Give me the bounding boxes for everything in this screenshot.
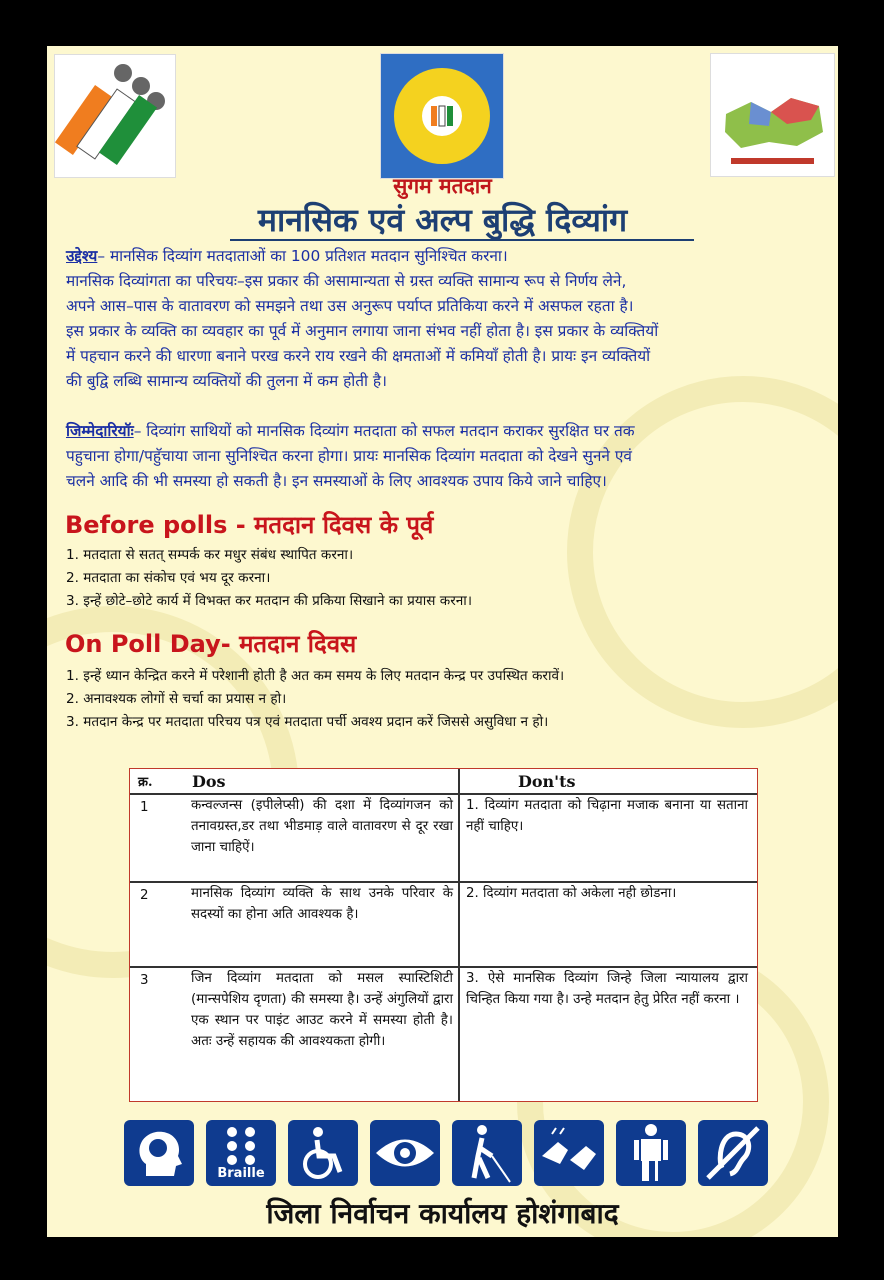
before-polls-heading bbox=[65, 508, 433, 541]
responsibility-line: पहुचाना होगा/पहुॅचाया जाना सुनिश्चित करना होगा। प्रायः मानसिक दिव्यांग मतदाता को देखने सुनने एवं bbox=[66, 447, 632, 465]
sign-language-icon bbox=[534, 1120, 604, 1186]
responsibility-text: – दिव्यांग साथियों को मानसिक दिव्यांग मतदाता को सफल मतदान कराकर सुरक्षित घर तक bbox=[133, 422, 635, 440]
table-row-donts: 1. दिव्यांग मतदाता को चिढ़ाना मजाक बनाना या सताना नहीं चाहिए। bbox=[466, 798, 748, 834]
before-polls-heading-hi: मतदान दिवस के पूर्व bbox=[254, 511, 434, 539]
table-row-dos: कन्वल्जन्स (इपीलेप्सी) की दशा में दिव्यांगजन को तनावग्रस्त,डर तथा भीडमाड़ वाले वातावरण से दूर रखा जाना चाहिऐं। bbox=[191, 798, 453, 855]
eye-icon bbox=[370, 1120, 440, 1186]
intro-line: इस प्रकार के व्यक्ति का व्यवहार का पूर्व में अनुमान लगाया जाना संभव नहीं होता है। इस प्रकार के व्यक्तियों bbox=[66, 322, 659, 340]
hearing-icon bbox=[698, 1120, 768, 1186]
table-row-donts: 2. दिव्यांग मतदाता को अकेला नही छोडना। bbox=[466, 886, 677, 901]
before-polls-list bbox=[66, 544, 472, 613]
table-header-donts: Don'ts bbox=[518, 772, 576, 791]
list-item: 3. इन्हें छोटे–छोटे कार्य में विभक्त कर मतदान की प्रकिया सिखाने का प्रयास करना। bbox=[66, 593, 472, 609]
list-item: 1. मतदाता से सतत् सम्पर्क कर मधुर संबंध स्थापित करना। bbox=[66, 547, 354, 563]
table-row-dos: जिन दिव्यांग मतदाता को मसल स्पास्टिशिटी (मान्सपेशिय दृणता) की समस्या है। उन्हें अंगुलियों द्वारा एक स्थान पर पाइंट आउट करने में समस्या होती है। अतः उन्हें सहायक की आवश्यकता होगी। bbox=[191, 971, 453, 1049]
head-icon bbox=[124, 1120, 194, 1186]
poll-day-heading-hi: मतदान दिवस bbox=[239, 630, 357, 658]
intro-line: अपने आस–पास के वातावरण को समझने तथा उस अनुरूप पर्याप्त प्रतिकिया करने में असफल रहता है। bbox=[66, 297, 634, 315]
list-item: 2. अनावश्यक लोगों से चर्चा का प्रयास न हो। bbox=[66, 691, 287, 707]
intro-line: की बुद्वि लब्धि सामान्य व्यक्तियों की तुलना में कम होती है। bbox=[66, 372, 387, 390]
title-small: सुगम मतदान bbox=[393, 174, 492, 198]
table-header-dos: Dos bbox=[192, 772, 226, 791]
poll-day-heading-en: On Poll Day- bbox=[65, 630, 240, 658]
dos-donts-table bbox=[129, 768, 758, 1102]
table-header-no: क्र. bbox=[138, 775, 153, 790]
amputee-icon bbox=[616, 1120, 686, 1186]
page-title: मानसिक एवं अल्प बुद्धि दिव्यांग bbox=[257, 201, 628, 239]
eci-logo bbox=[54, 54, 176, 178]
poster bbox=[47, 46, 838, 1237]
blind-cane-icon bbox=[452, 1120, 522, 1186]
list-item: 2. मतदाता का संकोच एवं भय दूर करना। bbox=[66, 570, 271, 586]
poll-day-list bbox=[66, 665, 564, 734]
table-row-no: 3 bbox=[140, 973, 149, 988]
poll-day-heading bbox=[65, 627, 356, 660]
braille-icon bbox=[206, 1120, 276, 1186]
table-rule bbox=[458, 769, 460, 1101]
table-row-donts: 3. ऐसे मानसिक दिव्यांग जिन्हे जिला न्यायालय द्वारा चिन्हित किया गया है। उन्हे मतदान हेतु प्रेरित नहीं करना । bbox=[466, 971, 748, 1007]
footer-office-name: जिला निर्वाचन कार्यालय होशंगाबाद bbox=[266, 1197, 619, 1230]
braille-label: Braille bbox=[217, 1166, 265, 1181]
table-row-no: 1 bbox=[140, 800, 149, 815]
intro-line: में पहचान करने की धारणा बनाने परख करने राय रखने की क्षमताओं में कमियाँ होती है। प्रायः इन व्यक्तियों bbox=[66, 347, 651, 365]
wheelchair-icon bbox=[288, 1120, 358, 1186]
table-row-no: 2 bbox=[140, 888, 149, 903]
before-polls-heading-en: Before polls - bbox=[65, 511, 255, 539]
responsibility-line bbox=[66, 419, 828, 444]
accessible-elections-logo bbox=[380, 53, 504, 179]
intro-paragraph bbox=[66, 244, 828, 394]
objective-label: उद्देश्य bbox=[66, 247, 98, 265]
intro-line: मानसिक दिव्यांगता का परिचयः–इस प्रकार की असामान्यता से ग्रस्त व्यक्ति सामान्य रूप से निर्णय लेने, bbox=[66, 272, 627, 290]
list-item: 1. इन्हें ध्यान केन्द्रित करने में परेशानी होती है अत कम समय के लिए मतदान केन्द्र पर उपस्थित करावें। bbox=[66, 668, 565, 684]
district-map-logo bbox=[710, 53, 835, 177]
responsibility-paragraph bbox=[66, 419, 828, 494]
objective-text: – मानसिक दिव्यांग मतदाताओं का 100 प्रतिशत मतदान सुनिश्चित करना। bbox=[97, 247, 508, 265]
title-underline bbox=[230, 239, 694, 241]
objective-line bbox=[66, 244, 828, 269]
responsibility-line: चलने आदि की भी समस्या हो सकती है। इन समस्याओं के लिए आवश्यक उपाय किये जाने चाहिए। bbox=[66, 472, 607, 490]
list-item: 3. मतदान केन्द्र पर मतदाता परिचय पत्र एवं मतदाता पर्ची अवश्य प्रदान करें जिससे असुविधा न हो। bbox=[66, 714, 549, 730]
table-row-dos: मानसिक दिव्यांग व्यक्ति के साथ उनके परिवार के सदस्यों का होना अति आवश्यक है। bbox=[191, 886, 453, 922]
responsibility-label: जिम्मेदारियॉः bbox=[66, 422, 134, 440]
